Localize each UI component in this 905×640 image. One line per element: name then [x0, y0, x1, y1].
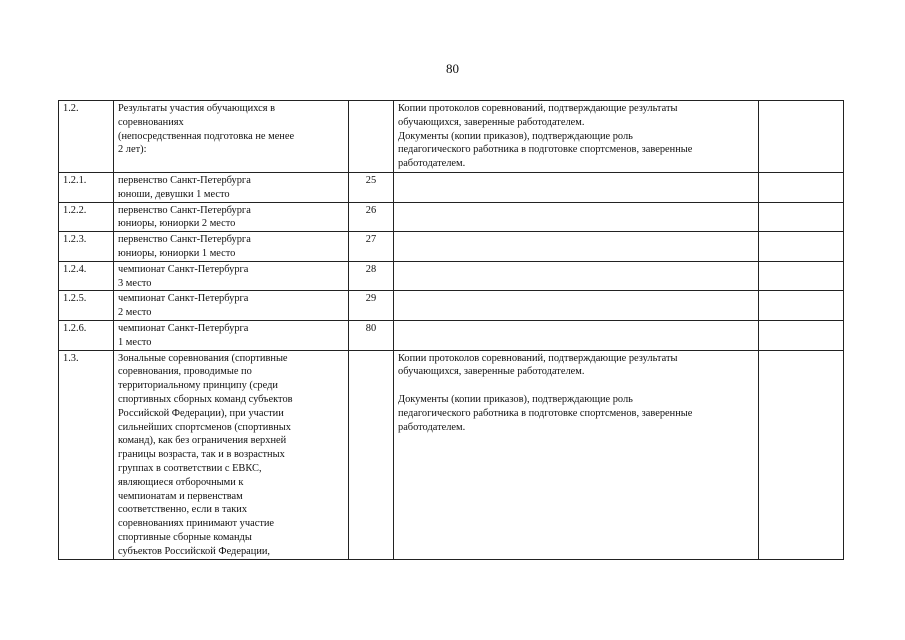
table-row: [59, 173, 844, 203]
supporting-documents: [394, 202, 759, 232]
criterion-name: чемпионат Санкт-Петербурга 2 место: [114, 291, 349, 321]
row-number: 1.2.2.: [59, 202, 114, 232]
supporting-documents: [394, 173, 759, 203]
row-number: 1.2.5.: [59, 291, 114, 321]
row-number: 1.2.4.: [59, 261, 114, 291]
points-value: [349, 101, 394, 173]
criterion-name: Зональные соревнования (спортивные соревнования, проводимые по территориальному принципу (среди спортивных сборных команд субъектов Российской Федерации), при участии сильнейших спортсменов (спортивных команд), как без ограничения верхней границы возраста, так и в возрастных группах в соответствии с ЕВКС, являющиеся отборочными к чемпионатам и первенствам соответственно, если в таких соревнованиях принимают участие спортивные сборные команды субъектов Российской Федерации,: [114, 350, 349, 559]
table-row: [59, 350, 844, 559]
table-row: [59, 101, 844, 173]
supporting-documents: [394, 232, 759, 262]
extra-cell: [759, 261, 844, 291]
supporting-documents: [394, 291, 759, 321]
points-value: 26: [349, 202, 394, 232]
points-value: 29: [349, 291, 394, 321]
criterion-name: первенство Санкт-Петербурга юниоры, юниорки 1 место: [114, 232, 349, 262]
extra-cell: [759, 101, 844, 173]
extra-cell: [759, 320, 844, 350]
extra-cell: [759, 173, 844, 203]
table-row: [59, 320, 844, 350]
supporting-documents: [394, 320, 759, 350]
points-value: [349, 350, 394, 559]
extra-cell: [759, 232, 844, 262]
table-row: [59, 202, 844, 232]
row-number: 1.2.3.: [59, 232, 114, 262]
criterion-name: первенство Санкт-Петербурга юноши, девушки 1 место: [114, 173, 349, 203]
supporting-documents: Копии протоколов соревнований, подтверждающие результаты обучающихся, заверенные работодателем. Документы (копии приказов), подтверждающие роль педагогического работника в подготовке спортсменов, заверенные работодателем.: [394, 350, 759, 559]
row-number: 1.3.: [59, 350, 114, 559]
row-number: 1.2.6.: [59, 320, 114, 350]
criterion-name: первенство Санкт-Петербурга юниоры, юниорки 2 место: [114, 202, 349, 232]
page-number: 80: [446, 61, 459, 76]
criterion-name: Результаты участия обучающихся в соревнованиях (непосредственная подготовка не менее 2 лет):: [114, 101, 349, 173]
extra-cell: [759, 350, 844, 559]
points-value: 28: [349, 261, 394, 291]
criterion-name: чемпионат Санкт-Петербурга 3 место: [114, 261, 349, 291]
table-row: [59, 291, 844, 321]
row-number: 1.2.: [59, 101, 114, 173]
extra-cell: [759, 202, 844, 232]
points-value: 80: [349, 320, 394, 350]
criteria-table: [58, 100, 844, 560]
supporting-documents: Копии протоколов соревнований, подтверждающие результаты обучающихся, заверенные работодателем. Документы (копии приказов), подтверждающие роль педагогического работника в подготовке спортсменов, заверенные работодателем.: [394, 101, 759, 173]
extra-cell: [759, 291, 844, 321]
points-value: 25: [349, 173, 394, 203]
supporting-documents: [394, 261, 759, 291]
criterion-name: чемпионат Санкт-Петербурга 1 место: [114, 320, 349, 350]
table-row: [59, 232, 844, 262]
row-number: 1.2.1.: [59, 173, 114, 203]
table-row: [59, 261, 844, 291]
points-value: 27: [349, 232, 394, 262]
